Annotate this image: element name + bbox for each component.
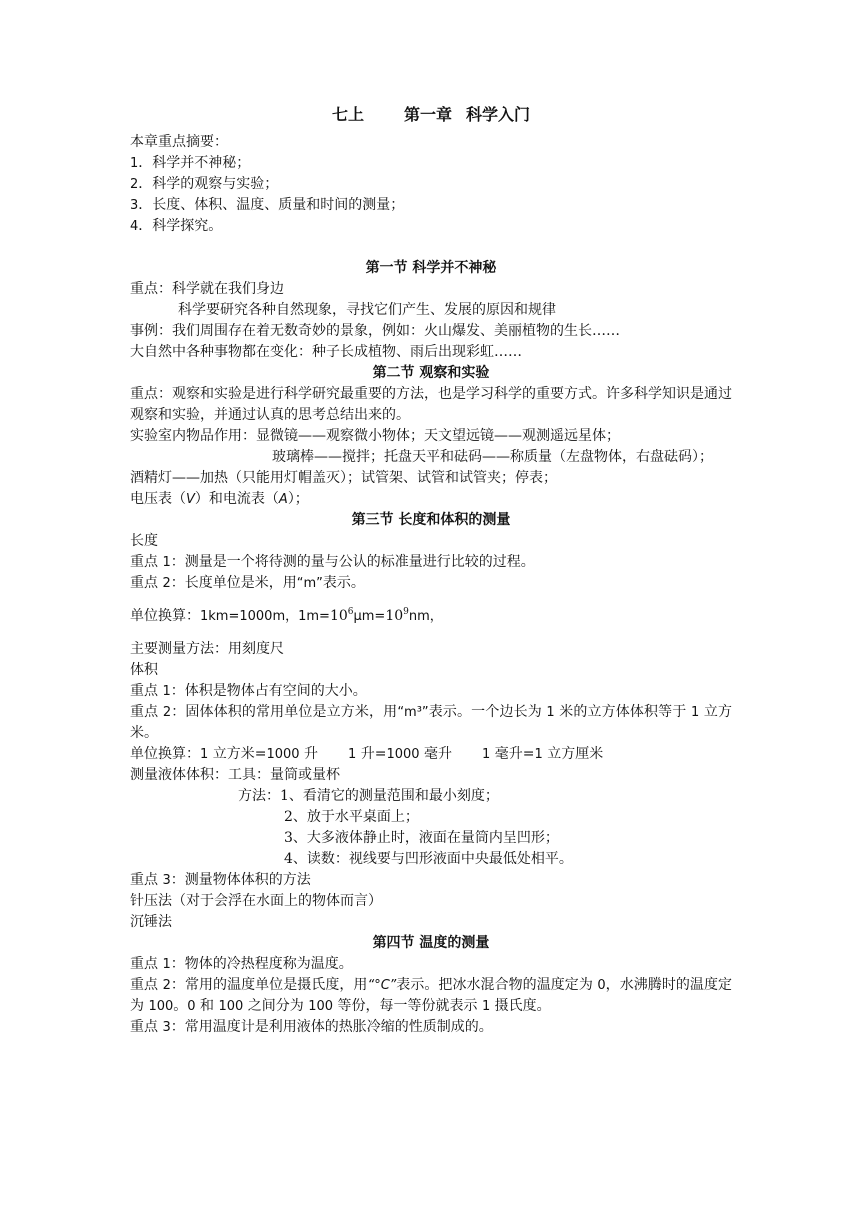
temp-key-1: 重点 1：物体的冷热程度称为温度。 bbox=[130, 956, 353, 972]
s1-line: 科学要研究各种自然现象，寻找它们产生、发展的原因和规律 bbox=[178, 302, 556, 318]
section-4-title: 第四节 温度的测量 bbox=[372, 935, 490, 951]
length-key-1: 重点 1：测量是一个将待测的量与公认的标准量进行比较的过程。 bbox=[130, 554, 535, 570]
title-grade: 七上 bbox=[331, 105, 364, 124]
liquid-step: 4、读数：视线要与凹形液面中央最低处相平。 bbox=[284, 851, 573, 867]
section-1-title: 第一节 科学并不神秘 bbox=[365, 260, 497, 276]
s2-lab-line: 玻璃棒——搅拌；托盘天平和砝码——称质量（左盘物体，右盘砝码）； bbox=[272, 449, 713, 465]
page-title bbox=[130, 100, 732, 130]
volume-heading: 体积 bbox=[130, 662, 158, 678]
volume-key-2: 重点 2：固体体积的常用单位是立方米，用“m³”表示。一个边长为 1 米的立方体体积等于 1 立方米。 bbox=[130, 704, 733, 741]
title-chapter: 第一章 bbox=[403, 105, 452, 124]
liquid-step: 方法：1、看清它的测量范围和最小刻度； bbox=[238, 788, 499, 804]
length-heading: 长度 bbox=[130, 533, 158, 549]
spacer bbox=[130, 237, 732, 258]
document-page bbox=[130, 100, 732, 1038]
temp-key-3: 重点 3：常用温度计是利用液体的热胀冷缩的性质制成的。 bbox=[130, 1019, 493, 1035]
liquid-step: 3、大多液体静止时，液面在量筒内呈凹形； bbox=[284, 830, 559, 846]
s1-line: 重点：科学就在我们身边 bbox=[130, 281, 284, 297]
volume-key-1: 重点 1：体积是物体占有空间的大小。 bbox=[130, 683, 367, 699]
length-key-2: 重点 2：长度单位是米，用“m”表示。 bbox=[130, 575, 365, 591]
needle-method: 针压法（对于会浮在水面上的物体而言） bbox=[130, 893, 382, 909]
s2-lab-line: 酒精灯——加热（只能用灯帽盖灭）；试管架、试管和试管夹；停表； bbox=[130, 470, 557, 486]
s1-line: 事例：我们周围存在着无数奇妙的景象，例如：火山爆发、美丽植物的生长…… bbox=[130, 323, 620, 339]
summary-item: 4．科学探究。 bbox=[130, 218, 223, 234]
section-3-title: 第三节 长度和体积的测量 bbox=[351, 512, 511, 528]
length-method: 主要测量方法：用刻度尺 bbox=[130, 641, 284, 657]
temp-key-2: 重点 2：常用的温度单位是摄氏度，用“°C”表示。把冰水混合物的温度定为 0，水沸腾时的温度定为 100。0 和 100 之间分为 100 等份，每一等份就表示 1 摄氏度。 bbox=[130, 977, 733, 1014]
title-name: 科学入门 bbox=[466, 105, 531, 124]
s1-line: 大自然中各种事物都在变化：种子长成植物、雨后出现彩虹…… bbox=[130, 344, 522, 360]
s2-lab-line: 实验室内物品作用：显微镜——观察微小物体；天文望远镜——观测遥远星体； bbox=[130, 428, 620, 444]
summary-heading: 本章重点摘要： bbox=[130, 134, 228, 150]
liquid-step: 2、放于水平桌面上； bbox=[284, 809, 419, 825]
s2-lab-line: 电压表（V）和电流表（A）； bbox=[130, 491, 309, 507]
liquid-tool: 测量液体体积：工具：量筒或量杯 bbox=[130, 767, 340, 783]
section-2-title: 第二节 观察和实验 bbox=[372, 365, 490, 381]
volume-conversion: 单位换算：1 立方米=1000 升 1 升=1000 毫升 1 毫升=1 立方厘米 bbox=[130, 746, 604, 762]
volume-key-3: 重点 3：测量物体体积的方法 bbox=[130, 872, 311, 888]
length-conversion: 单位换算：1km=1000m，$1m=10^6\mu m=10^9nm$， bbox=[130, 607, 443, 624]
s2-key-point: 重点：观察和实验是进行科学研究最重要的方法，也是学习科学的重要方式。许多科学知识是通过观察和实验，并通过认真的思考总结出来的。 bbox=[130, 386, 732, 423]
summary-item: 1．科学并不神秘； bbox=[130, 155, 251, 171]
sink-method: 沉锤法 bbox=[130, 914, 172, 930]
summary-item: 3．长度、体积、温度、质量和时间的测量； bbox=[130, 197, 405, 213]
summary-item: 2．科学的观察与实验； bbox=[130, 176, 279, 192]
